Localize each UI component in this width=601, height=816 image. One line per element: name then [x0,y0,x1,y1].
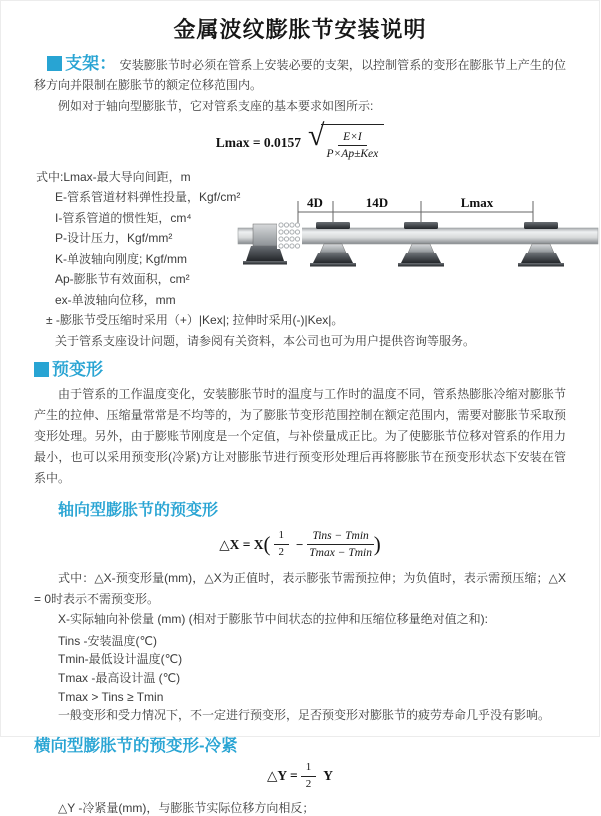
lateral-formula [34,761,566,791]
support-section-heading [47,54,116,73]
open-paren: ( [263,532,271,556]
predeform-section-heading [34,355,566,380]
definition-line: I-管系管道的惯性矩，cm⁴ [55,210,192,225]
temperature-fraction [307,529,373,561]
definition-line: 式中:Lmax-最大导向间距，m [36,169,191,184]
lateral-note-text: △Y -冷紧量(mm)，与膨胀节实际位移方向相反； [58,801,315,816]
temp-definition-line: Tins -安装温度(℃) [58,633,158,648]
document-content [34,54,566,816]
support-intro-text: 安装膨胀节时必须在管系上安装必要的支架，以控制管系的变形在膨胀节上产生的位移方向并限制在膨胀节的额定位移范围内。 [34,58,566,92]
dim-label-14d: 14D [365,195,389,210]
axial-formula [34,526,566,563]
definition-line: K-单波轴向刚度; Kgf/mm [55,251,188,266]
support-spacing-diagram [236,192,601,287]
section-marker-icon [47,56,62,71]
temperature-definitions [34,632,566,707]
x-definition-text: X-实际轴向补偿量 (mm) (相对于膨胀节中间状态的拉伸和压缩位移量绝对值之和): [58,612,488,626]
lmax-formula [34,118,566,162]
lmax-fraction-denominator: P×Ap±Kex [326,148,379,160]
half-numerator: 1 [301,761,317,777]
support-example-text: 例如对于轴向型膨胀节，它对管系支座的基本要求如图所示: [58,99,374,113]
sqrt-body [321,124,385,162]
lateral-formula-rhs: Y [323,768,333,784]
half-denominator: 2 [278,546,285,558]
section-marker-icon [34,362,49,377]
support-heading-label: 支架： [65,54,117,73]
support-paragraph [34,54,566,95]
axial-formula-lhs: △X = X [219,536,264,552]
one-half-fraction [274,529,290,560]
lmax-formula-lhs: Lmax = 0.0157 [215,134,302,150]
temp-definition-line: Tmax > Tins ≥ Tmin [58,689,164,704]
temp-definition-line: Tmin-最低设计温度(℃) [58,652,183,667]
definition-line: P-设计压力，Kgf/mm² [55,231,173,245]
sqrt-radical [308,118,384,162]
lateral-subsection-heading: 横向型膨胀节的预变形-冷紧 [34,737,238,756]
dim-label-lmax: Lmax [460,195,494,210]
close-paren: ) [373,532,381,556]
predeform-body-text: 由于管系的工作温度变化，安装膨胀节时的温度与工作时的温度不同，管系热膨胀冷缩对膨胀节产生的拉伸、压缩量常常是不均等的，为了膨胀节变形范围控制在额定范围内，需要对膨胀节采取预变形处理。另外，由于膨账节刚度是一个定值，与补偿量成正比。为了使膨胀节位移对管系的作用力最小，也可以采用预变形(冷紧)方让对膨胀节进行预变形处理后再将膨胀节在预变形状态下安装在管系中。 [34,387,566,485]
definition-line: E-管系管道材料弹性投量，Kgf/cm² [55,190,241,204]
definition-line: ex-单波轴向位移，mm [55,292,176,307]
one-half-fraction [301,761,317,792]
lmax-fraction [327,130,379,162]
page-title: 金属波纹膨胀节安装说明 [173,17,427,42]
lateral-formula-lhs: △Y = [267,768,298,784]
dim-label-4d: 4D [307,195,323,210]
minus-operator: − [296,536,304,552]
axial-subsection-heading: 轴向型膨胀节的预变形 [58,502,219,519]
lmax-fraction-numerator: E×I [338,130,367,146]
half-numerator: 1 [274,529,290,545]
temp-definition-line: Tmax -最高设计温 (℃) [58,670,181,685]
predeform-heading-label: 预变形 [52,360,103,379]
definition-line: Ap-膨胀节有效面积，cm² [55,272,190,286]
support-note-text: 关于管系支座设计问题，请参阅有关资料，本公司也可为用户提供咨询等服务。 [55,333,476,348]
half-denominator: 2 [305,777,312,790]
temp-fraction-denominator: Tmax − Tmin [309,547,372,559]
radical-sign-icon: √ [308,118,325,152]
bellows-icon [277,223,302,249]
axial-explain-text: 式中：△X-预变形量(mm)，△X为正值时，表示膨张节需预拉伸；为负值时，表示需预压缩；△X = 0时表示不需预变形。 [34,571,566,606]
temp-fraction-numerator: Tins − Tmin [307,529,373,545]
axial-note-text: 一般变形和受力情况下，不一定进行预变形，足否预变形对膨胀节的疲劳寿命几乎没有影响。 [58,708,551,723]
definition-line: ± -膨胀节受压缩时采用（+）|Kex|; 拉伸时采用(-)|Kex|。 [46,313,344,327]
